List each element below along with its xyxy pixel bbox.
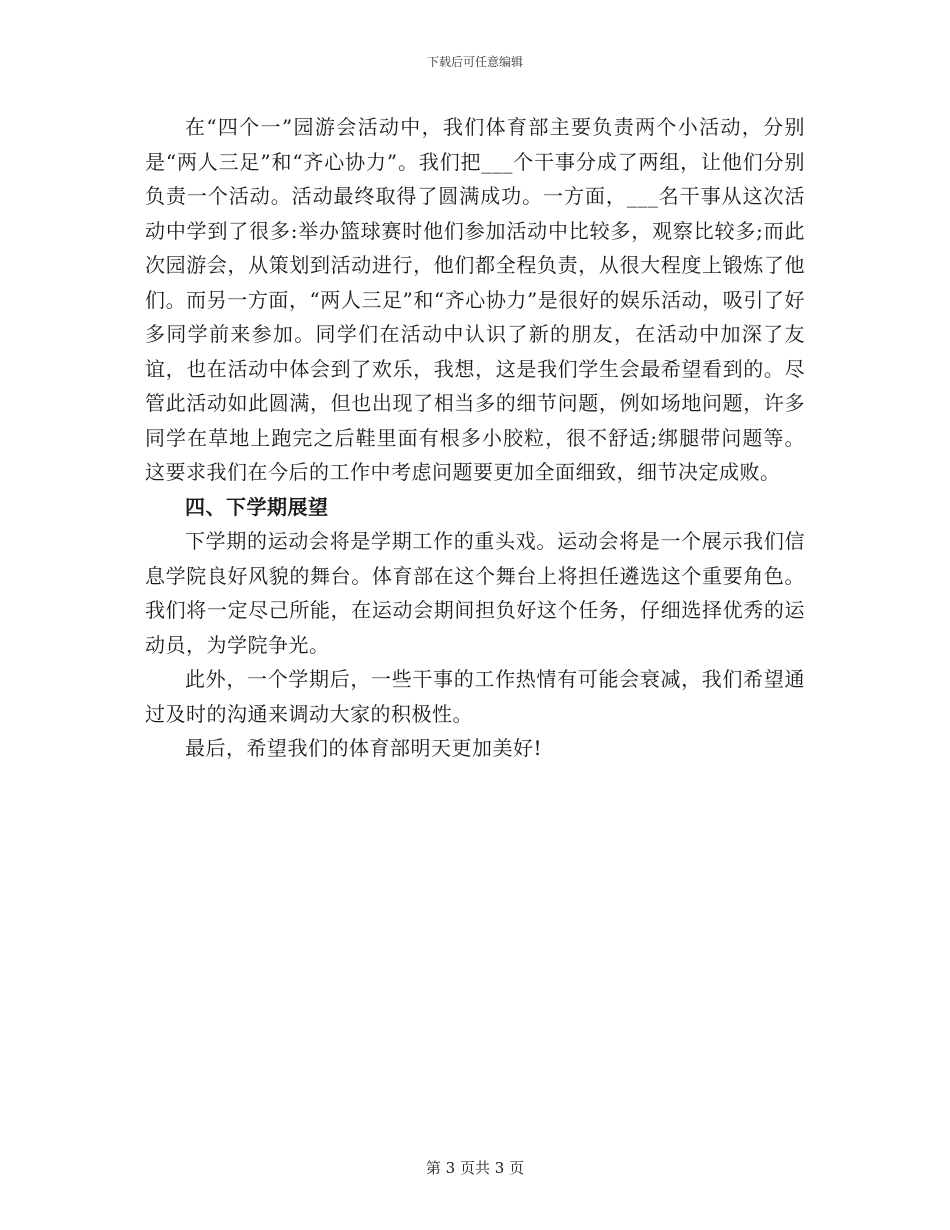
document-body: [145, 110, 805, 766]
page-number: 第 3 页共 3 页: [425, 1159, 525, 1177]
paragraph-closing: 最后，希望我们的体育部明天更加美好!: [185, 736, 543, 760]
paragraph-motivation: 此外，一个学期后，一些干事的工作热情有可能会衰减，我们希望通过及时的沟通来调动大家的积极性。: [145, 667, 805, 726]
section-heading-outlook: 四、下学期展望: [185, 494, 329, 519]
page-header: 下载后可任意编辑: [426, 55, 523, 69]
paragraph-garden-party: 在“四个一”园游会活动中，我们体育部主要负责两个小活动，分别是“两人三足”和“齐心协力”。我们把___个干事分成了两组，让他们分别负责一个活动。活动最终取得了圆满成功。一方面，___名干事从这次活动中学到了很多:举办篮球赛时他们参加活动中比较多，观察比较多;而此次园游会，从策划到活动进行，他们都全程负责，从很大程度上锻炼了他们。而另一方面，“两人三足”和“齐心协力”是很好的娱乐活动，吸引了好多同学前来参加。同学们在活动中认识了新的朋友，在活动中加深了友谊，也在活动中体会到了欢乐，我想，这是我们学生会最希望看到的。尽管此活动如此圆满，但也出现了相当多的细节问题，例如场地问题，许多同学在草地上跑完之后鞋里面有根多小胶粒，很不舒适;绑腿带问题等。这要求我们在今后的工作中考虑问题要更加全面细致，细节决定成败。: [145, 115, 805, 484]
paragraph-sports-meet: 下学期的运动会将是学期工作的重头戏。运动会将是一个展示我们信息学院良好风貌的舞台。体育部在这个舞台上将担任遴选这个重要角色。我们将一定尽己所能，在运动会期间担负好这个任务，仔细选择优秀的运动员，为学院争光。: [145, 529, 805, 657]
